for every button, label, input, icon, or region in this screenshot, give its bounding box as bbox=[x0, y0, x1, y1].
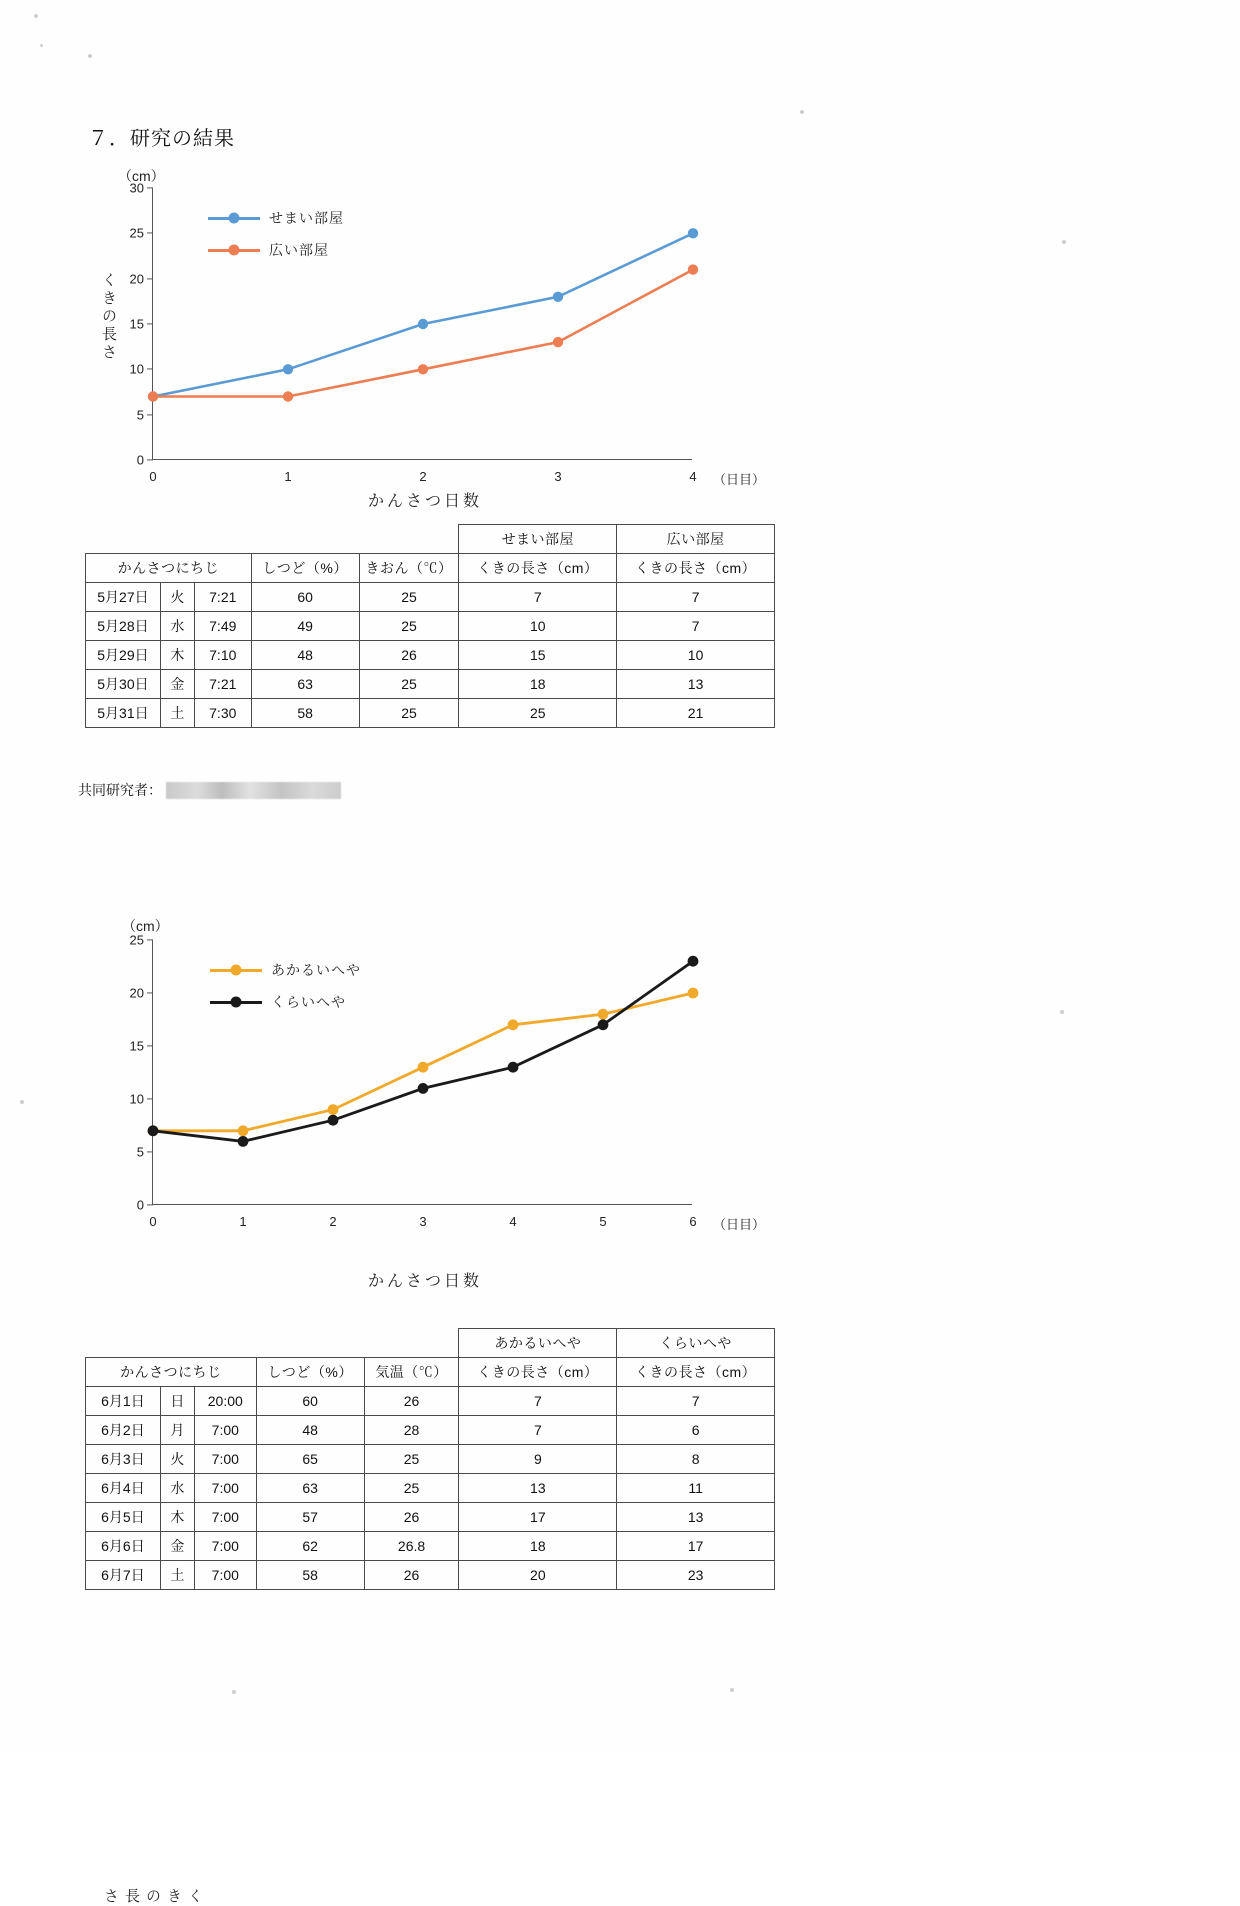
table2-r4-time: 7:00 bbox=[194, 1503, 256, 1532]
table-row bbox=[86, 670, 775, 699]
table2-header-humidity: しつど（%） bbox=[256, 1358, 364, 1387]
table1-group-header-narrow: せまい部屋 bbox=[459, 525, 617, 554]
chart2-legend-label-0: あかるいへや bbox=[271, 962, 361, 978]
chart2-unit-label: （cm） bbox=[122, 918, 169, 934]
table1-r2-temp: 26 bbox=[359, 641, 459, 670]
chart1-legend-item-1 bbox=[208, 240, 344, 260]
chart2-ytick-20: 20 bbox=[129, 985, 144, 1001]
table1-r0-time: 7:21 bbox=[194, 583, 251, 612]
table2-r5-bright: 18 bbox=[459, 1532, 617, 1561]
table1-r4-wide: 21 bbox=[617, 699, 775, 728]
chart1-legend-item-0 bbox=[208, 208, 344, 228]
table2-r2-bright: 9 bbox=[459, 1445, 617, 1474]
table2-group-header-row bbox=[86, 1329, 775, 1358]
table2-r4-day: 木 bbox=[160, 1503, 194, 1532]
chart1-y-axis-label: くきの長さ bbox=[100, 272, 117, 362]
table2-r2-time: 7:00 bbox=[194, 1445, 256, 1474]
table1-r3-date: 5月30日 bbox=[86, 670, 161, 699]
table2-r3-day: 水 bbox=[160, 1474, 194, 1503]
table-row bbox=[86, 1503, 775, 1532]
table1-r1-humidity: 49 bbox=[251, 612, 359, 641]
table2-r4-temp: 26 bbox=[364, 1503, 459, 1532]
table1-r3-day: 金 bbox=[160, 670, 194, 699]
table2-r2-humidity: 65 bbox=[256, 1445, 364, 1474]
legend-line-icon bbox=[208, 217, 260, 220]
table-row bbox=[86, 583, 775, 612]
table1-r3-wide: 13 bbox=[617, 670, 775, 699]
table2-r0-dark: 7 bbox=[617, 1387, 775, 1416]
chart-room-size bbox=[0, 0, 1240, 560]
page-title: ７．研究の結果 bbox=[88, 128, 235, 150]
chart2-x-unit: （日目） bbox=[713, 1217, 766, 1232]
table1-r2-wide: 10 bbox=[617, 641, 775, 670]
table1-r3-narrow: 18 bbox=[459, 670, 617, 699]
table1-r0-humidity: 60 bbox=[251, 583, 359, 612]
redacted-name bbox=[166, 782, 341, 799]
table1-r3-time: 7:21 bbox=[194, 670, 251, 699]
table2-r6-bright: 20 bbox=[459, 1561, 617, 1590]
chart2-xtick-6: 6 bbox=[689, 1214, 697, 1229]
table-row bbox=[86, 1561, 775, 1590]
table2-r0-humidity: 60 bbox=[256, 1387, 364, 1416]
table2-r0-bright: 7 bbox=[459, 1387, 617, 1416]
legend-line-icon bbox=[210, 1001, 262, 1004]
legend-line-icon bbox=[208, 249, 260, 252]
chart1-unit-label: （cm） bbox=[118, 168, 165, 184]
chart1-ytick-25: 25 bbox=[129, 225, 144, 241]
table2-header-bright-length: くきの長さ（cm） bbox=[459, 1358, 617, 1387]
chart1-legend-label-0: せまい部屋 bbox=[269, 210, 344, 226]
observation-table-room-size bbox=[85, 524, 775, 728]
chart1-legend-label-1: 広い部屋 bbox=[269, 242, 329, 258]
table1-group-header-wide: 広い部屋 bbox=[617, 525, 775, 554]
collaborator-label: 共同研究者： bbox=[78, 782, 162, 798]
table2-r3-date: 6月4日 bbox=[86, 1474, 161, 1503]
table1-r2-time: 7:10 bbox=[194, 641, 251, 670]
table2-group-header-bright: あかるいへや bbox=[459, 1329, 617, 1358]
table1-r4-day: 土 bbox=[160, 699, 194, 728]
table2-r0-day: 日 bbox=[160, 1387, 194, 1416]
table2-r0-time: 20:00 bbox=[194, 1387, 256, 1416]
chart1-xtick-2: 2 bbox=[419, 469, 427, 484]
table2-r1-bright: 7 bbox=[459, 1416, 617, 1445]
table1-r1-temp: 25 bbox=[359, 612, 459, 641]
table1-r4-temp: 25 bbox=[359, 699, 459, 728]
chart2-ytick-0: 0 bbox=[136, 1197, 144, 1213]
chart1-x-axis-label: かんさつ日数 bbox=[368, 493, 483, 510]
table2-header-dark-length: くきの長さ（cm） bbox=[617, 1358, 775, 1387]
table1-r1-date: 5月28日 bbox=[86, 612, 161, 641]
chart1-ytick-30: 30 bbox=[129, 180, 144, 196]
chart1-ytick-15: 15 bbox=[129, 316, 144, 332]
table-row bbox=[86, 612, 775, 641]
table2-header-row bbox=[86, 1358, 775, 1387]
table1-r0-temp: 25 bbox=[359, 583, 459, 612]
chart1-ytick-20: 20 bbox=[129, 271, 144, 287]
table2-r3-dark: 11 bbox=[617, 1474, 775, 1503]
table2-r6-time: 7:00 bbox=[194, 1561, 256, 1590]
chart1-xtick-3: 3 bbox=[554, 469, 562, 484]
table2-header-datetime: かんさつにちじ bbox=[86, 1358, 257, 1387]
table1-header-narrow-length: くきの長さ（cm） bbox=[459, 554, 617, 583]
table2-r6-humidity: 58 bbox=[256, 1561, 364, 1590]
chart2-ytick-10: 10 bbox=[129, 1091, 144, 1107]
table1-r4-time: 7:30 bbox=[194, 699, 251, 728]
table2-r3-humidity: 63 bbox=[256, 1474, 364, 1503]
table1-r1-wide: 7 bbox=[617, 612, 775, 641]
table-row bbox=[86, 1474, 775, 1503]
table2-r1-humidity: 48 bbox=[256, 1416, 364, 1445]
table1-r2-humidity: 48 bbox=[251, 641, 359, 670]
table2-r4-humidity: 57 bbox=[256, 1503, 364, 1532]
table2-r6-date: 6月7日 bbox=[86, 1561, 161, 1590]
table1-r4-humidity: 58 bbox=[251, 699, 359, 728]
table1-header-datetime: かんさつにちじ bbox=[86, 554, 252, 583]
table1-r1-day: 水 bbox=[160, 612, 194, 641]
chart2-xtick-1: 1 bbox=[239, 1214, 247, 1229]
table2-r3-time: 7:00 bbox=[194, 1474, 256, 1503]
table2-r4-bright: 17 bbox=[459, 1503, 617, 1532]
legend-line-icon bbox=[210, 969, 262, 972]
table2-r4-dark: 13 bbox=[617, 1503, 775, 1532]
table1-r3-humidity: 63 bbox=[251, 670, 359, 699]
observation-table-light-dark bbox=[85, 1328, 775, 1590]
table-row bbox=[86, 1532, 775, 1561]
chart2-ytick-15: 15 bbox=[129, 1038, 144, 1054]
table2-group-header-dark: くらいへや bbox=[617, 1329, 775, 1358]
table2-r5-temp: 26.8 bbox=[364, 1532, 459, 1561]
table2-r2-temp: 25 bbox=[364, 1445, 459, 1474]
table1-header-temp: きおん（℃） bbox=[359, 554, 459, 583]
table1-r0-narrow: 7 bbox=[459, 583, 617, 612]
table1-header-row bbox=[86, 554, 775, 583]
table2-r5-date: 6月6日 bbox=[86, 1532, 161, 1561]
table2-r5-dark: 17 bbox=[617, 1532, 775, 1561]
table-row bbox=[86, 1416, 775, 1445]
table1-r0-date: 5月27日 bbox=[86, 583, 161, 612]
chart2-xtick-4: 4 bbox=[509, 1214, 517, 1229]
table1-r1-time: 7:49 bbox=[194, 612, 251, 641]
chart2-legend-label-1: くらいへや bbox=[271, 994, 346, 1010]
table2-r1-date: 6月2日 bbox=[86, 1416, 161, 1445]
table1-group-header-row bbox=[86, 525, 775, 554]
table2-header-temp: 気温（℃） bbox=[364, 1358, 459, 1387]
table2-r2-day: 火 bbox=[160, 1445, 194, 1474]
chart1-ytick-5: 5 bbox=[136, 407, 144, 423]
table-row bbox=[86, 1445, 775, 1474]
chart2-xtick-3: 3 bbox=[419, 1214, 427, 1229]
table2-r1-time: 7:00 bbox=[194, 1416, 256, 1445]
table2-r1-dark: 6 bbox=[617, 1416, 775, 1445]
chart2-y-axis-label: くきの長さ bbox=[102, 1888, 203, 1906]
chart2-ytick-25: 25 bbox=[129, 932, 144, 948]
table2-r6-temp: 26 bbox=[364, 1561, 459, 1590]
table1-header-humidity: しつど（%） bbox=[251, 554, 359, 583]
table2-r2-date: 6月3日 bbox=[86, 1445, 161, 1474]
table2-r5-humidity: 62 bbox=[256, 1532, 364, 1561]
table1-header-wide-length: くきの長さ（cm） bbox=[617, 554, 775, 583]
collaborator-line bbox=[78, 780, 341, 800]
table1-r0-day: 火 bbox=[160, 583, 194, 612]
table-row bbox=[86, 641, 775, 670]
table2-r5-day: 金 bbox=[160, 1532, 194, 1561]
table-row bbox=[86, 699, 775, 728]
table-row bbox=[86, 1387, 775, 1416]
table1-r4-narrow: 25 bbox=[459, 699, 617, 728]
table2-r6-day: 土 bbox=[160, 1561, 194, 1590]
chart2-xtick-0: 0 bbox=[149, 1214, 157, 1229]
table2-r3-bright: 13 bbox=[459, 1474, 617, 1503]
table2-r0-date: 6月1日 bbox=[86, 1387, 161, 1416]
table2-r1-temp: 28 bbox=[364, 1416, 459, 1445]
table2-r3-temp: 25 bbox=[364, 1474, 459, 1503]
table2-r4-date: 6月5日 bbox=[86, 1503, 161, 1532]
table2-r1-day: 月 bbox=[160, 1416, 194, 1445]
chart1-ytick-0: 0 bbox=[136, 452, 144, 468]
table1-r3-temp: 25 bbox=[359, 670, 459, 699]
chart2-ytick-5: 5 bbox=[136, 1144, 144, 1160]
chart2-xtick-2: 2 bbox=[329, 1214, 337, 1229]
table2-r6-dark: 23 bbox=[617, 1561, 775, 1590]
table1-r2-narrow: 15 bbox=[459, 641, 617, 670]
chart2-legend-item-0 bbox=[210, 960, 361, 980]
table1-r2-date: 5月29日 bbox=[86, 641, 161, 670]
chart1-legend bbox=[208, 208, 344, 272]
table1-r2-day: 木 bbox=[160, 641, 194, 670]
table2-r2-dark: 8 bbox=[617, 1445, 775, 1474]
chart2-legend bbox=[210, 960, 361, 1024]
table1-r4-date: 5月31日 bbox=[86, 699, 161, 728]
chart2-legend-item-1 bbox=[210, 992, 361, 1012]
chart1-x-unit: （日目） bbox=[713, 472, 766, 487]
table1-r1-narrow: 10 bbox=[459, 612, 617, 641]
chart1-xtick-1: 1 bbox=[284, 469, 292, 484]
chart1-xtick-4: 4 bbox=[689, 469, 697, 484]
chart2-xtick-5: 5 bbox=[599, 1214, 607, 1229]
table2-r0-temp: 26 bbox=[364, 1387, 459, 1416]
chart1-ytick-10: 10 bbox=[129, 361, 144, 377]
table2-r5-time: 7:00 bbox=[194, 1532, 256, 1561]
chart1-xtick-0: 0 bbox=[149, 469, 157, 484]
chart2-x-axis-label: かんさつ日数 bbox=[368, 1273, 483, 1290]
table1-r0-wide: 7 bbox=[617, 583, 775, 612]
